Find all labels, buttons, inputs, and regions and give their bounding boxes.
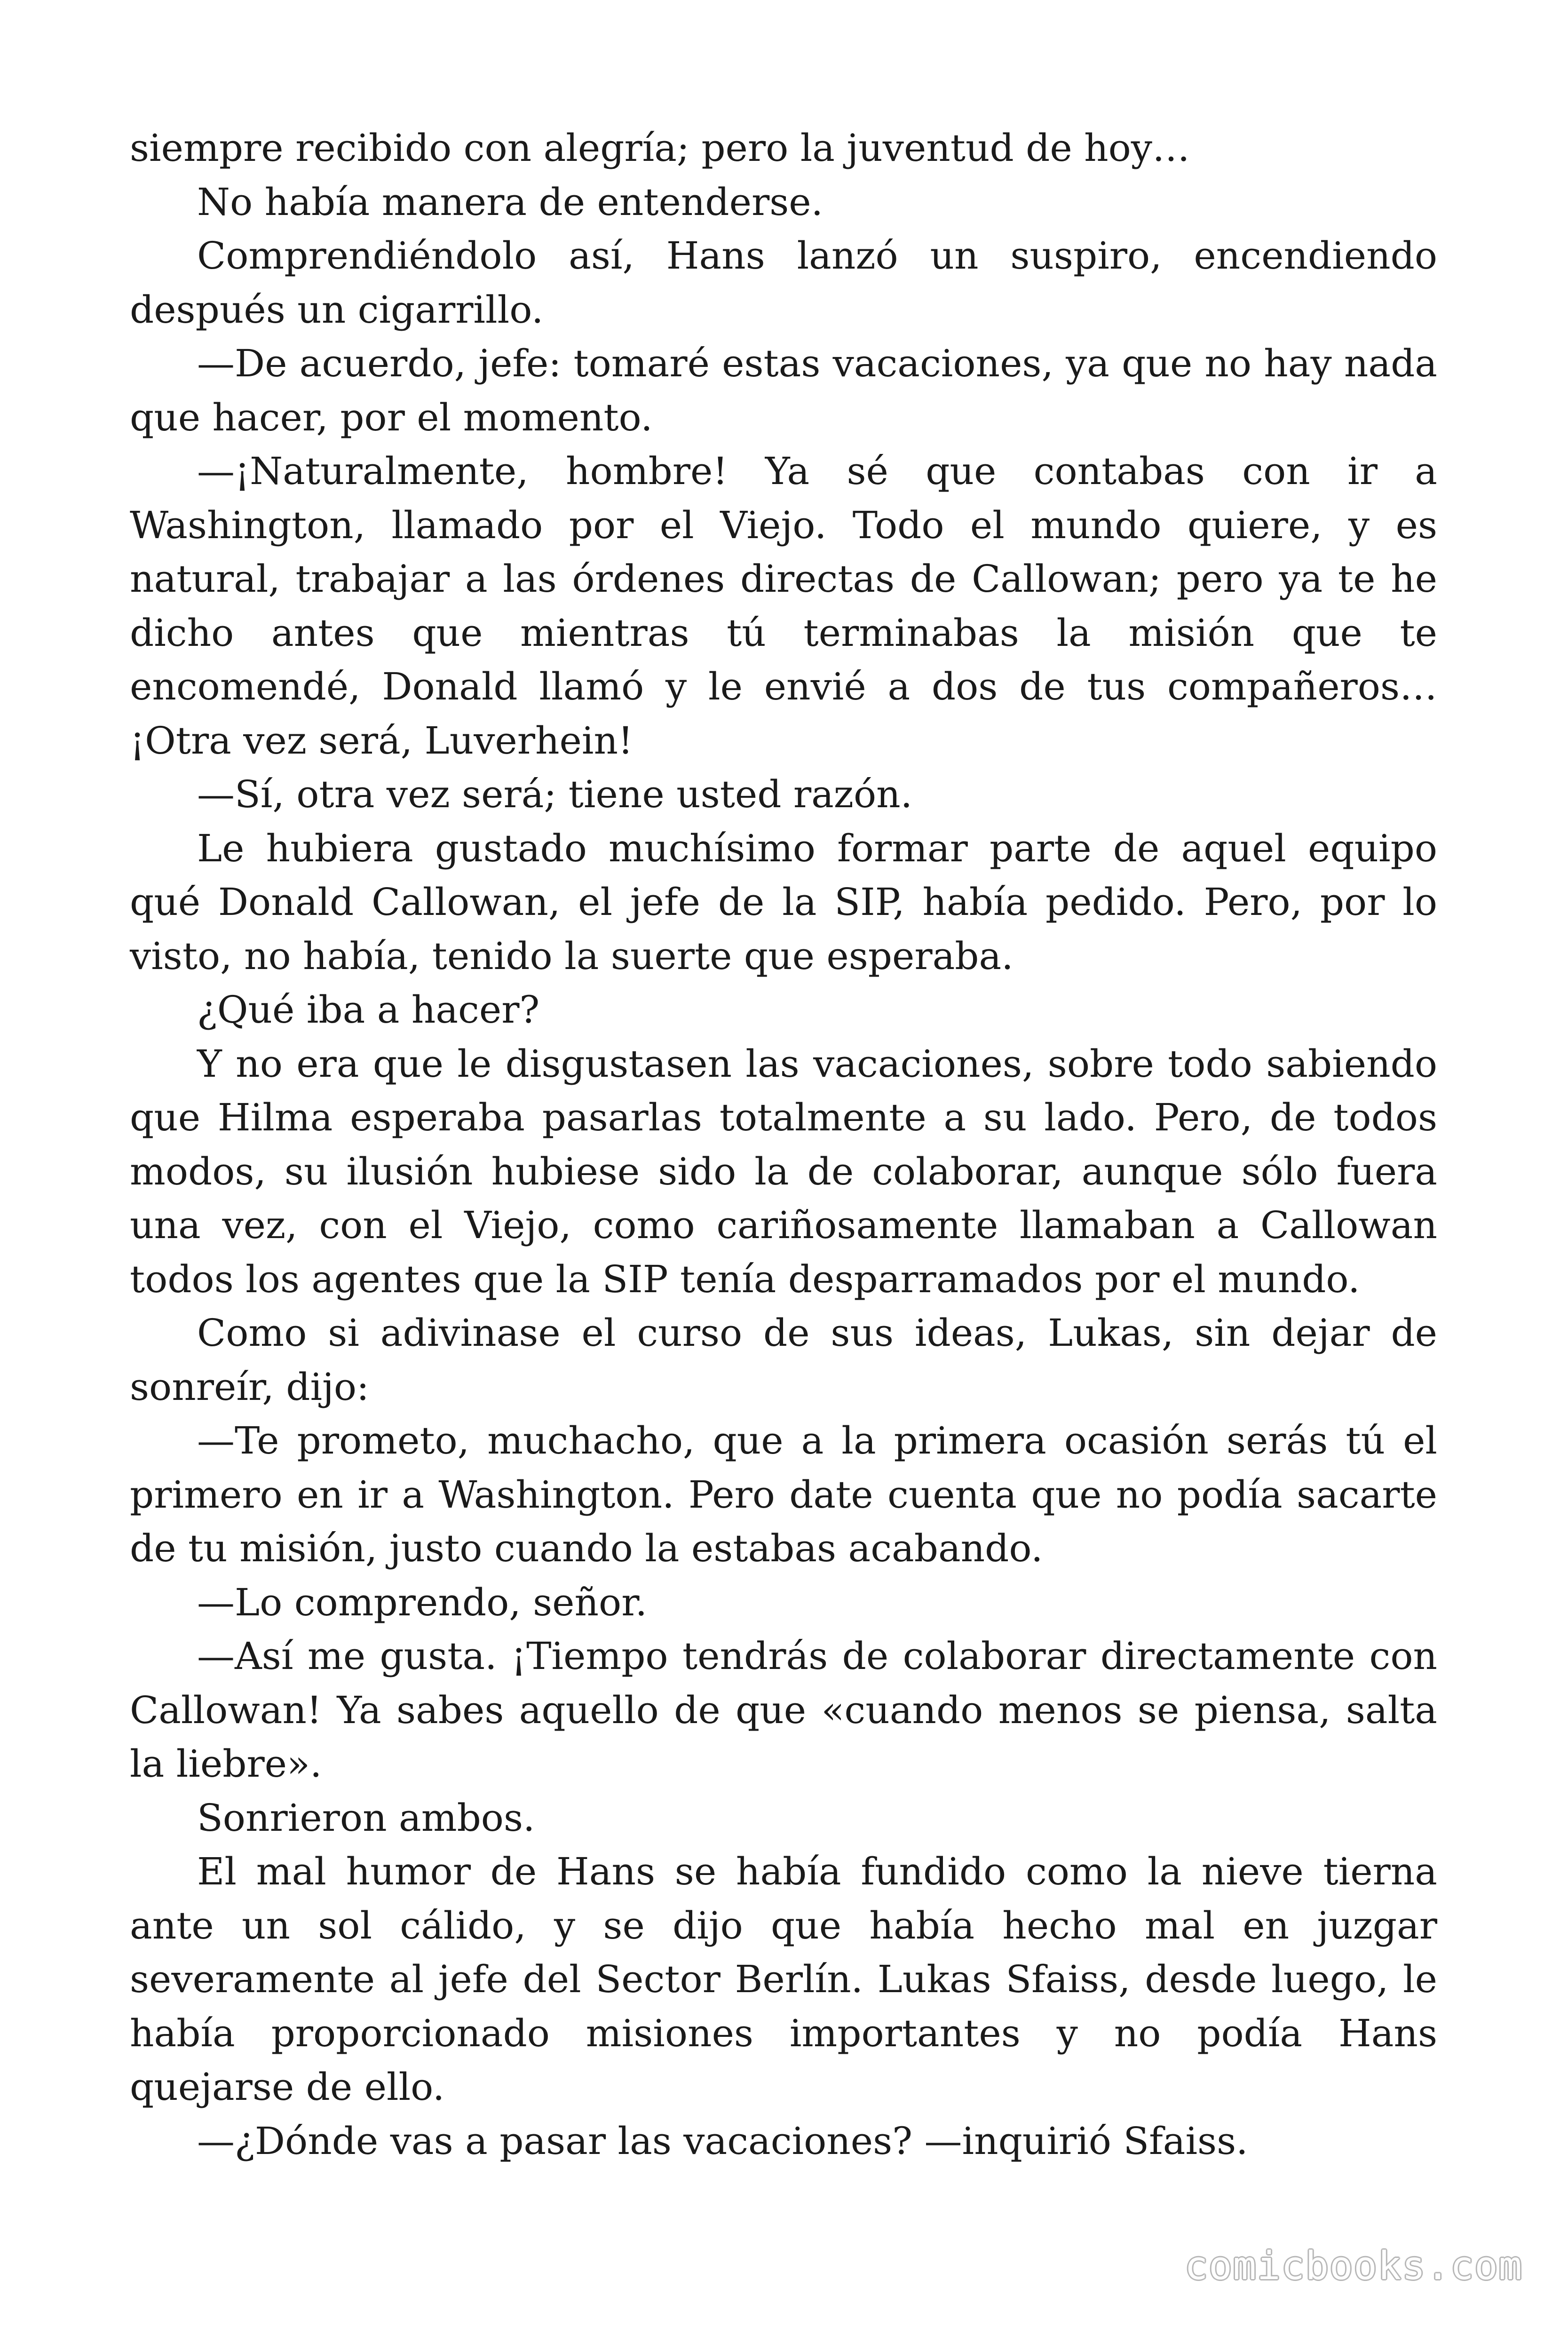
paragraph: No había manera de entenderse. (197, 180, 824, 224)
dialogue-paragraph: —De acuerdo, jefe: tomaré estas vacaciones, ya que no hay nada que hacer, por el momento. (130, 342, 1437, 439)
paragraph-continuation: siempre recibido con alegría; pero la juventud de hoy… (130, 126, 1190, 170)
dialogue-paragraph: —Te prometo, muchacho, que a la primera ocasión serás tú el primero en ir a Washington. Pero date cuenta que no podía sacarte de tu misión, justo cuando la estabas acabando. (130, 1419, 1437, 1570)
dialogue-paragraph: —¡Naturalmente, hombre! Ya sé que contabas con ir a Washington, llamado por el Viejo. Todo el mundo quiere, y es natural, trabajar a las órdenes directas de Callowan; pero ya te he dicho antes que mientras tú terminabas la misión que te encomendé, Donald llamó y le envié a dos de tus compañeros… ¡Otra vez será, Luverhein! (130, 449, 1437, 763)
paragraph: Le hubiera gustado muchísimo formar parte de aquel equipo qué Donald Callowan, el jefe de la SIP, había pedido. Pero, por lo visto, no había, tenido la suerte que esperaba. (130, 826, 1437, 978)
paragraph: Comprendiéndolo así, Hans lanzó un suspiro, encendiendo después un cigarrillo. (130, 234, 1437, 332)
dialogue-paragraph: —Lo comprendo, señor. (197, 1580, 648, 1624)
watermark: comicbooks.com (1184, 2244, 1523, 2288)
page-body (130, 121, 1437, 2168)
paragraph: Sonrieron ambos. (197, 1796, 535, 1840)
paragraph: Y no era que le disgustasen las vacaciones, sobre todo sabiendo que Hilma esperaba pasarlas totalmente a su lado. Pero, de todos modos, su ilusión hubiese sido la de colaborar, aunque sólo fuera una vez, con el Viejo, como cariñosamente llamaban a Callowan todos los agentes que la SIP tenía desparramados por el mundo. (130, 1041, 1437, 1301)
paragraph: Como si adivinase el curso de sus ideas, Lukas, sin dejar de sonreír, dijo: (130, 1311, 1437, 1409)
dialogue-paragraph: —¿Dónde vas a pasar las vacaciones? —inquirió Sfaiss. (197, 2119, 1248, 2163)
paragraph: El mal humor de Hans se había fundido como la nieve tierna ante un sol cálido, y se dijo que había hecho mal en juzgar severamente al jefe del Sector Berlín. Lukas Sfaiss, desde luego, le había proporcionado misiones importantes y no podía Hans quejarse de ello. (130, 1850, 1437, 2109)
paragraph: ¿Qué iba a hacer? (197, 988, 540, 1032)
dialogue-paragraph: —Sí, otra vez será; tiene usted razón. (197, 772, 913, 816)
dialogue-paragraph: —Así me gusta. ¡Tiempo tendrás de colaborar directamente con Callowan! Ya sabes aquello de que «cuando menos se piensa, salta la liebre». (130, 1634, 1437, 1786)
